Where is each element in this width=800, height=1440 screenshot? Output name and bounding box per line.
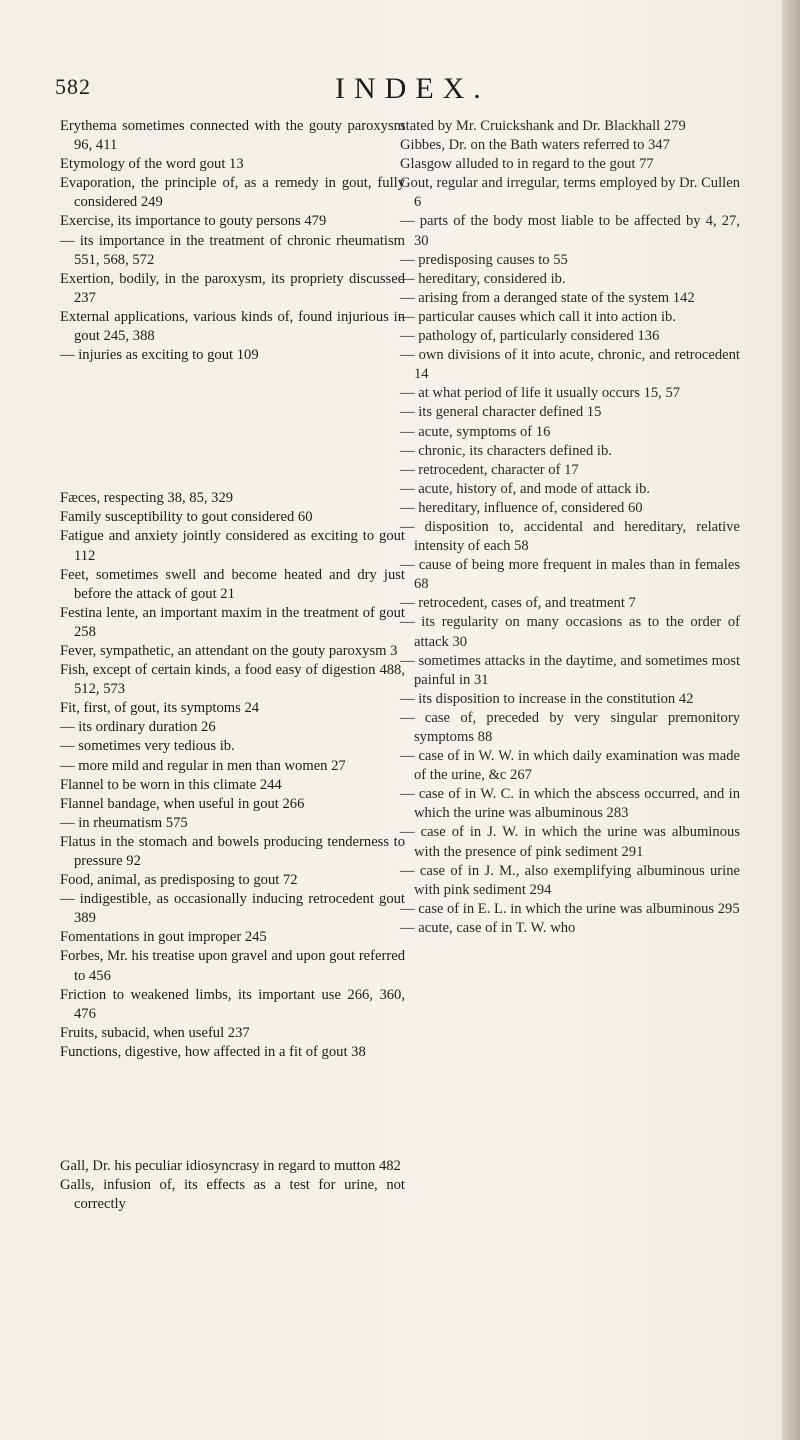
index-entry: — parts of the body most liable to be affected by 4, 27, 30 bbox=[400, 213, 740, 249]
index-entry: — chronic, its characters defined ib. bbox=[400, 442, 612, 459]
index-entry: — indigestible, as occasionally inducing retrocedent gout 389 bbox=[60, 891, 405, 927]
index-entry: Gall, Dr. his peculiar idiosyncrasy in regard to mutton 482 bbox=[60, 1158, 401, 1175]
index-entry: — predisposing causes to 55 bbox=[400, 251, 568, 268]
section-gap bbox=[60, 365, 405, 489]
index-entry: Friction to weakened limbs, its important use 266, 360, 476 bbox=[60, 986, 405, 1022]
index-entry: — its regularity on many occasions as to the order of attack 30 bbox=[400, 614, 740, 650]
index-entry: — case of in W. C. in which the abscess occurred, and in which the urine was albuminous 283 bbox=[400, 786, 740, 822]
index-entry: Food, animal, as predisposing to gout 72 bbox=[60, 872, 298, 889]
index-entry: — retrocedent, character of 17 bbox=[400, 461, 579, 478]
index-entry: — sometimes attacks in the daytime, and sometimes most painful in 31 bbox=[400, 652, 740, 688]
index-entry: — its ordinary duration 26 bbox=[60, 719, 216, 736]
index-entry: Festina lente, an important maxim in the treatment of gout 258 bbox=[60, 604, 405, 640]
index-entry: Flannel to be worn in this climate 244 bbox=[60, 776, 282, 793]
index-entry: Flannel bandage, when useful in gout 266 bbox=[60, 795, 305, 812]
index-entry: Fit, first, of gout, its symptoms 24 bbox=[60, 700, 260, 717]
index-entry: — retrocedent, cases of, and treatment 7 bbox=[400, 595, 636, 612]
index-entry: Fæces, respecting 38, 85, 329 bbox=[60, 490, 234, 507]
index-entry: Exercise, its importance to gouty persons 479 bbox=[60, 213, 327, 230]
index-entry: — case of, preceded by very singular premonitory symptoms 88 bbox=[400, 709, 740, 745]
index-entry: Etymology of the word gout 13 bbox=[60, 156, 244, 173]
index-entry: — cause of being more frequent in males than in females 68 bbox=[400, 557, 740, 593]
index-entry: — sometimes very tedious ib. bbox=[60, 738, 235, 755]
index-entry: — pathology of, particularly considered 136 bbox=[400, 328, 660, 345]
index-entry: — its general character defined 15 bbox=[400, 404, 602, 421]
index-entry: — its disposition to increase in the constitution 42 bbox=[400, 690, 694, 707]
index-entry: — acute, case of in T. W. who bbox=[400, 919, 576, 936]
index-entry: Gout, regular and irregular, terms employed by Dr. Cullen 6 bbox=[400, 175, 740, 211]
right-index-column bbox=[400, 117, 740, 938]
index-entry: — acute, history of, and mode of attack ib. bbox=[400, 480, 651, 497]
index-entry: — acute, symptoms of 16 bbox=[400, 423, 551, 440]
index-entry: Feet, sometimes swell and become heated and dry just before the attack of gout 21 bbox=[60, 566, 405, 602]
index-entry: — case of in J. M., also exemplifying albuminous urine with pink sediment 294 bbox=[400, 862, 740, 898]
index-entry: Flatus in the stomach and bowels producing tenderness to pressure 92 bbox=[60, 833, 405, 869]
index-entry: Fever, sympathetic, an attendant on the gouty paroxysm 3 bbox=[60, 642, 398, 659]
index-entry: Evaporation, the principle of, as a remedy in gout, fully considered 249 bbox=[60, 175, 405, 211]
index-entry: Fatigue and anxiety jointly considered as exciting to gout 112 bbox=[60, 528, 405, 564]
index-entry: Galls, infusion of, its effects as a test for urine, not correctly bbox=[60, 1177, 405, 1213]
index-entry: — more mild and regular in men than women 27 bbox=[60, 757, 346, 774]
index-entry: Erythema sometimes connected with the gouty paroxysm 96, 411 bbox=[60, 118, 405, 154]
index-entry: — hereditary, considered ib. bbox=[400, 270, 566, 287]
index-entry: — case of in E. L. in which the urine was albuminous 295 bbox=[400, 900, 740, 917]
index-entry: — injuries as exciting to gout 109 bbox=[60, 347, 259, 364]
index-entry: — case of in J. W. in which the urine was albuminous with the presence of pink sediment 291 bbox=[400, 824, 740, 860]
index-entry: — disposition to, accidental and hereditary, relative intensity of each 58 bbox=[400, 518, 740, 555]
index-entry: Forbes, Mr. his treatise upon gravel and upon gout referred to 456 bbox=[60, 948, 405, 984]
page-header bbox=[0, 74, 800, 114]
index-entry: Gibbes, Dr. on the Bath waters referred to 347 bbox=[400, 137, 670, 154]
index-entry: Fruits, subacid, when useful 237 bbox=[60, 1024, 250, 1041]
section-gap bbox=[60, 1062, 405, 1157]
index-entry: — particular causes which call it into action ib. bbox=[400, 308, 676, 325]
index-entry: — own divisions of it into acute, chronic, and retrocedent 14 bbox=[400, 347, 740, 383]
index-entry: External applications, various kinds of, found injurious in gout 245, 388 bbox=[60, 308, 405, 345]
index-entry: Fomentations in gout improper 245 bbox=[60, 929, 267, 946]
index-entry: — at what period of life it usually occurs 15, 57 bbox=[400, 385, 681, 402]
index-entry: Exertion, bodily, in the paroxysm, its propriety discussed 237 bbox=[60, 270, 405, 306]
running-head: INDEX. bbox=[335, 72, 490, 105]
index-entry: Fish, except of certain kinds, a food easy of digestion 488, 512, 573 bbox=[60, 662, 405, 698]
page-number: 582 bbox=[55, 74, 91, 99]
index-entry: — case of in W. W. in which daily examination was made of the urine, &c 267 bbox=[400, 748, 740, 784]
index-entry: Glasgow alluded to in regard to the gout 77 bbox=[400, 156, 654, 173]
index-entry: — hereditary, influence of, considered 60 bbox=[400, 499, 643, 516]
index-entry: stated by Mr. Cruickshank and Dr. Blackhall 279 bbox=[400, 118, 686, 134]
page-edge bbox=[782, 0, 800, 1440]
index-entry: Family susceptibility to gout considered 60 bbox=[60, 509, 313, 526]
index-entry: — its importance in the treatment of chronic rheumatism 551, 568, 572 bbox=[60, 232, 405, 268]
index-entry: — in rheumatism 575 bbox=[60, 814, 188, 831]
index-entry: Functions, digestive, how affected in a fit of gout 38 bbox=[60, 1043, 366, 1060]
left-index-column bbox=[60, 117, 405, 1214]
index-entry: — arising from a deranged state of the system 142 bbox=[400, 289, 695, 306]
